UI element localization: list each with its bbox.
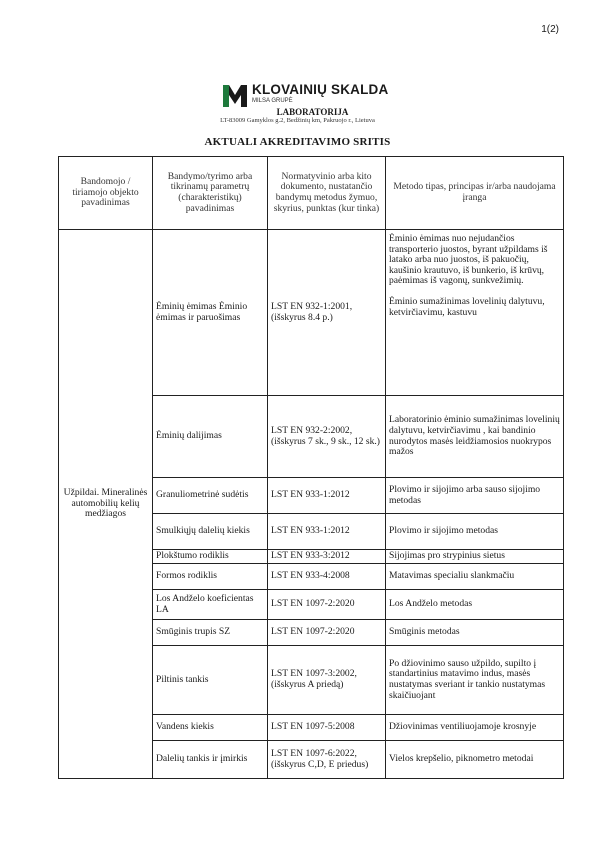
header-method: Metodo tipas, principas ir/arba naudojama įranga bbox=[386, 157, 564, 230]
method-cell: Po džiovinimo sauso užpildo, supilto į standartinius matavimo indus, masės nustatymas sveriant ir tankio nustatymas skaičiuojant bbox=[386, 646, 564, 715]
method-cell bbox=[386, 230, 564, 396]
method-text: Ėminio ėmimas nuo nejudančios transporterio juostos, byrant užpildams iš latako arba nuo juostos, iš pakuočių, kaušinio krautuvo, iš bunkerio, iš krūvų, paėmimas iš vagonų, sunkvežimių. bbox=[389, 233, 548, 287]
standard-cell: LST EN 1097-6:2022, (išskyrus C,D, E priedus) bbox=[268, 741, 386, 779]
method-cell: Sijojimas pro strypinius sietus bbox=[386, 550, 564, 564]
address: LT-83009 Gamyklos g.2, Bedžinių km, Pakruojo r., Lietuva bbox=[220, 117, 375, 124]
brand-name: KLOVAINIŲ SKALDA bbox=[252, 82, 389, 97]
param-cell: Formos rodiklis bbox=[153, 564, 268, 590]
method-cell: Plovimo ir sijojimo metodas bbox=[386, 514, 564, 550]
standard-cell: LST EN 933-1:2012 bbox=[268, 478, 386, 514]
page-number: 1(2) bbox=[541, 24, 559, 35]
method-cell: Matavimas specialiu slankmačiu bbox=[386, 564, 564, 590]
brand-group: MILSA GRUPĖ bbox=[252, 98, 293, 104]
param-cell: Plokštumo rodiklis bbox=[153, 550, 268, 564]
standard-cell: LST EN 1097-2:2020 bbox=[268, 590, 386, 620]
standard-cell: LST EN 1097-5:2008 bbox=[268, 715, 386, 741]
standard-cell: LST EN 1097-3:2002, (išskyrus A priedą) bbox=[268, 646, 386, 715]
standard-cell: LST EN 932-1:2001, (išskyrus 8.4 p.) bbox=[268, 230, 386, 396]
param-cell: Ėminių dalijimas bbox=[153, 396, 268, 478]
method-text-2: Ėminio sumažinimas lovelinių dalytuvu, ketvirčiavimu, kastuvu bbox=[389, 295, 545, 318]
param-cell: Piltinis tankis bbox=[153, 646, 268, 715]
param-cell: Smūginis trupis SZ bbox=[153, 620, 268, 646]
method-cell: Laboratorinio ėminio sumažinimas lovelinių dalytuvu, ketvirčiavimu , kai bandinio nurodytos masės leidžiamosios nuokrypos mažos bbox=[386, 396, 564, 478]
table-row bbox=[59, 230, 564, 396]
param-cell: Smulkiųjų dalelių kiekis bbox=[153, 514, 268, 550]
param-cell: Dalelių tankis ir įmirkis bbox=[153, 741, 268, 779]
method-cell: Los Andželo metodas bbox=[386, 590, 564, 620]
laboratory-label: LABORATORIJA bbox=[276, 107, 349, 117]
standard-cell: LST EN 1097-2:2020 bbox=[268, 620, 386, 646]
company-logo-icon bbox=[222, 82, 248, 108]
method-cell: Smūginis metodas bbox=[386, 620, 564, 646]
standard-cell: LST EN 933-3:2012 bbox=[268, 550, 386, 564]
object-cell: Užpildai. Mineralinės automobilių kelių medžiagos bbox=[59, 230, 153, 779]
method-cell: Plovimo ir sijojimo arba sauso sijojimo metodas bbox=[386, 478, 564, 514]
param-cell: Ėminių ėmimas Ėminio ėmimas ir paruošimas bbox=[153, 230, 268, 396]
param-cell: Granuliometrinė sudėtis bbox=[153, 478, 268, 514]
standard-cell: LST EN 933-1:2012 bbox=[268, 514, 386, 550]
method-cell: Vielos krepšelio, piknometro metodai bbox=[386, 741, 564, 779]
standard-cell: LST EN 932-2:2002, (išskyrus 7 sk., 9 sk., 12 sk.) bbox=[268, 396, 386, 478]
param-cell: Vandens kiekis bbox=[153, 715, 268, 741]
logo bbox=[222, 82, 388, 108]
table-header-row bbox=[59, 157, 564, 230]
param-cell: Los Andželo koeficientas LA bbox=[153, 590, 268, 620]
header-object: Bandomojo / tiriamojo objekto pavadinimas bbox=[59, 157, 153, 230]
standard-cell: LST EN 933-4:2008 bbox=[268, 564, 386, 590]
accreditation-table bbox=[58, 156, 564, 779]
method-cell: Džiovinimas ventiliuojamoje krosnyje bbox=[386, 715, 564, 741]
document-title: AKTUALI AKREDITAVIMO SRITIS bbox=[204, 136, 391, 148]
header-standard: Normatyvinio arba kito dokumento, nustatančio bandymų metodus žymuo, skyrius, punktas (kur tinka) bbox=[268, 157, 386, 230]
header-parameter: Bandymo/tyrimo arba tikrinamų parametrų (charakteristikų) pavadinimas bbox=[153, 157, 268, 230]
